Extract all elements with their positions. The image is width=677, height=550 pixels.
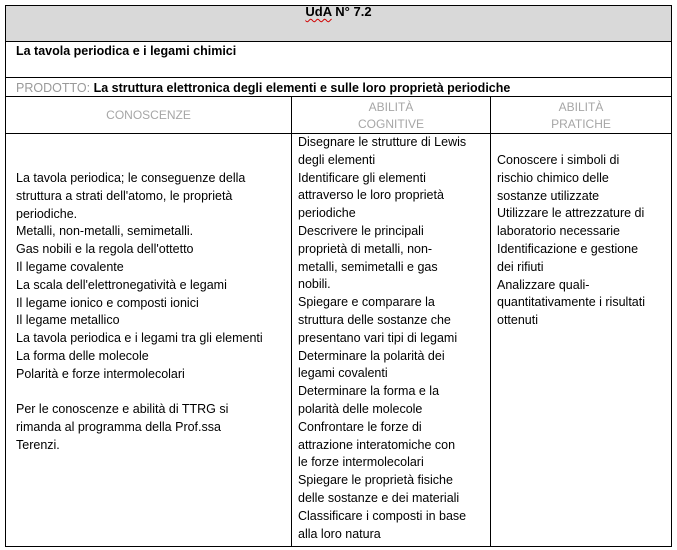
text-line: struttura a strati dell'atomo, le proprietà [16,188,233,203]
text-line: sostanze utilizzate [497,188,600,203]
text-line: le forze intermolecolari [298,455,424,470]
product-row [16,81,510,95]
abilita-cognitive-cell [298,134,466,543]
product-value: La struttura elettronica degli elementi e sulle loro proprietà periodiche [90,81,511,95]
uda-prefix: UdA [305,4,332,19]
text-line: attraverso le loro proprietà [298,188,444,203]
text-line: Determinare la polarità dei [298,348,445,363]
conoscenze-cell [16,170,263,455]
text-line: Identificazione e gestione [497,241,639,256]
column-divider [490,96,491,547]
text-line: periodiche [298,206,356,221]
text-line: Spiegare le proprietà fisiche [298,473,453,488]
table-divider [5,96,672,97]
table-border-right [671,5,672,547]
text-line: alla loro natura [298,526,381,541]
text-line: Analizzare quali- [497,277,590,292]
text-line: Il legame covalente [16,259,124,274]
text-line: proprietà di metalli, non- [298,241,433,256]
text-line: Utilizzare le attrezzature di [497,206,645,221]
text-line: attrazione interatomiche con [298,437,456,452]
table-border-left [5,5,6,547]
text-line: ottenuti [497,313,539,328]
text-line: La tavola periodica; le conseguenze della [16,171,246,185]
text-line: Spiegare e comparare la [298,295,435,310]
text-line: Identificare gli elementi [298,170,426,185]
column-header-abilita-cognitive [292,99,490,133]
text-line: La tavola periodica e i legami tra gli elementi [16,331,263,346]
text-line: Confrontare le forze di [298,419,422,434]
column-header-line: COGNITIVE [357,117,424,131]
abilita-pratiche-cell [497,152,645,330]
text-line: legami covalenti [298,366,388,381]
column-divider [291,96,292,547]
text-line: dei rifiuti [497,259,544,274]
column-header-line: ABILITÀ [368,100,414,114]
uda-number: N° 7.2 [331,4,372,19]
text-line: delle sostanze e dei materiali [298,490,460,505]
column-header-line: PRATICHE [551,117,611,131]
text-line: Descrivere le principali [298,223,424,238]
subject-title: La tavola periodica e i legami chimici [16,44,237,58]
text-line: Il legame metallico [16,313,120,328]
text-line: nobili. [298,277,331,292]
text-line: laboratorio necessarie [497,224,620,239]
text-line: La scala dell'elettronegatività e legami [16,277,227,292]
text-line: Determinare la forma e la [298,384,440,399]
text-line: Il legame ionico e composti ionici [16,295,199,310]
table-divider [5,77,672,78]
column-header-line: ABILITÀ [558,100,604,114]
text-line: Conoscere i simboli di [497,153,620,167]
text-line: Metalli, non-metalli, semimetalli. [16,224,194,239]
column-header-abilita-pratiche [491,99,671,133]
uda-title [0,4,677,19]
table-border-bottom [5,546,672,547]
text-line: polarità delle molecole [298,401,423,416]
text-line: periodiche. [16,206,78,221]
table-divider [5,41,672,42]
text-line: Terenzi. [16,437,60,452]
column-header-conoscenze-label: CONOSCENZE [106,108,191,122]
text-line: Per le conoscenze e abilità di TTRG si [16,402,229,417]
text-line: rischio chimico delle [497,170,609,185]
column-header-conoscenze [6,107,291,124]
text-line: degli elementi [298,152,376,167]
text-line: metalli, semimetalli e gas [298,259,438,274]
text-line: La forma delle molecole [16,348,149,363]
product-label: PRODOTTO: [16,81,91,95]
text-line [16,384,263,402]
text-line: struttura delle sostanze che [298,312,451,327]
text-line: rimanda al programma della Prof.ssa [16,420,221,435]
text-line: Classificare i composti in base [298,508,467,523]
text-line: Gas nobili e la regola dell'ottetto [16,242,194,257]
text-line: presentano vari tipi di legami [298,330,458,345]
text-line: Disegnare le strutture di Lewis [298,135,467,149]
text-line: Polarità e forze intermolecolari [16,366,185,381]
text-line: quantitativamente i risultati [497,295,645,310]
